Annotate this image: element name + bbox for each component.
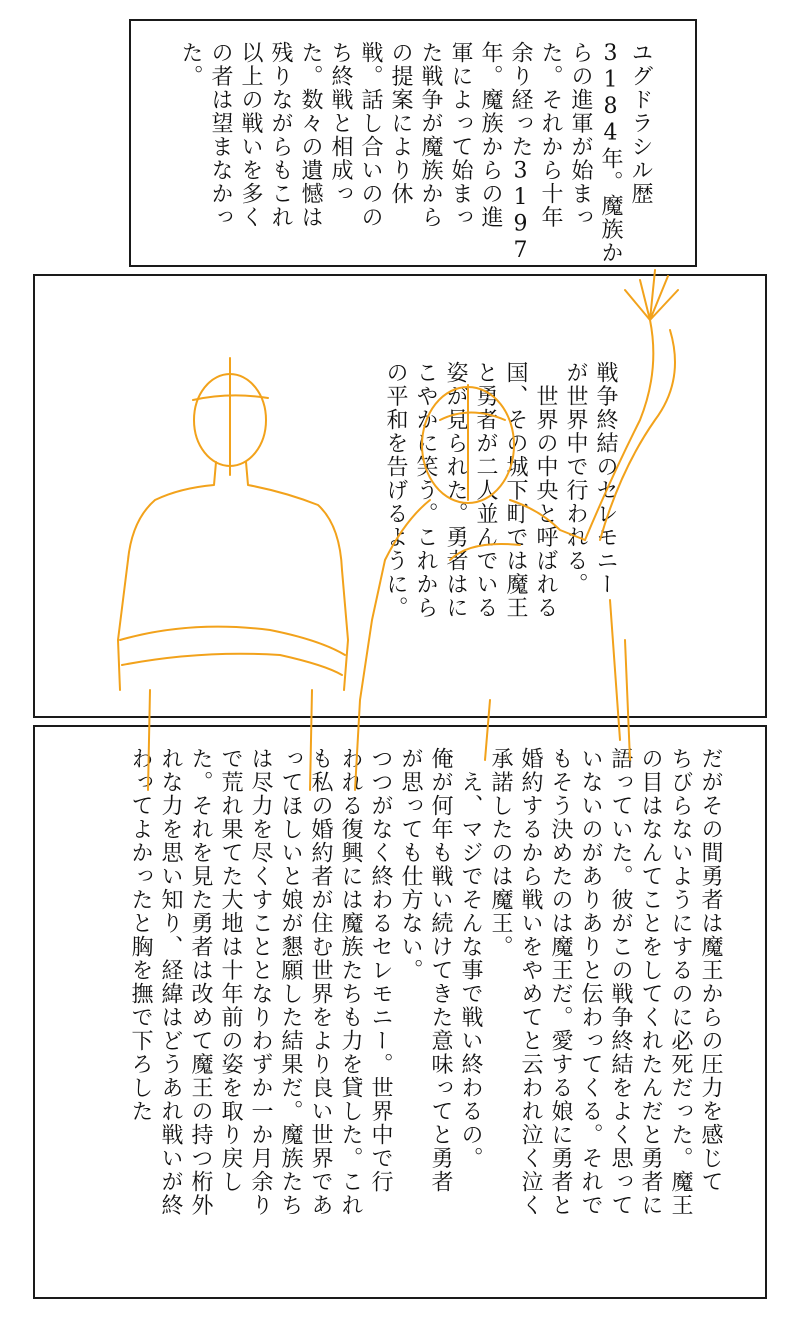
ceremony-text: 戦争終結のセレモニー が世界中で行われる。 世界の中央と呼ばれる 国、その城下町では魔王 と勇者が二人並んでいる 姿が見られた。勇者はに こやかに笑う。これから の平和を告げるように。 (383, 361, 618, 620)
narration-text-1: ユグドラシル歴 3184年。魔族か らの進軍が始まっ た。それから十年 余り経った3197 年。魔族からの進 軍によって始まっ た戦争が魔族から の提案により休 戦。話し合いのの ち終戦と相成っ た。数々の遺憾は 残りながらもこれ 以上の戦いを多く の者は望まなかっ た。 (178, 41, 653, 265)
narration-panel-1 (129, 19, 697, 267)
ceremony-panel (33, 274, 767, 718)
narration-panel-3 (33, 725, 767, 1299)
narration-text-3: だがその間勇者は魔王からの圧力を感じて ちびらないようにするのに必死だった。魔王 の目はなんてことをしてくれたんだと勇者に 語っていた。彼がこの戦争終結をよく思って いないのがありありと伝わってくる。それで もそう決めたのは魔王だ。愛する娘に勇者と 婚約するから戦いをやめてと云われ泣く泣く 承諾したのは魔王。 え、マジでそんな事で戦い終わるの。 俺が何年も戦い続けてきた意味ってと勇者 が思っても仕方ない。 つつがなく終わるセレモニー。世界中で行 われる復興には魔族たちも力を貸した。これ も私の婚約者が住む世界をより良い世界であ ってほしいと娘が懇願した結果だ。魔族たち は尽力を尽くすこととなりわずか一か月余り で荒れ果てた大地は十年前の姿を取り戻し た。それを見た勇者は改めて魔王の持つ桁外 れな力を思い知り、経緯はどうあれ戦いが終 わってよかったと胸を撫で下ろした (128, 747, 723, 1217)
